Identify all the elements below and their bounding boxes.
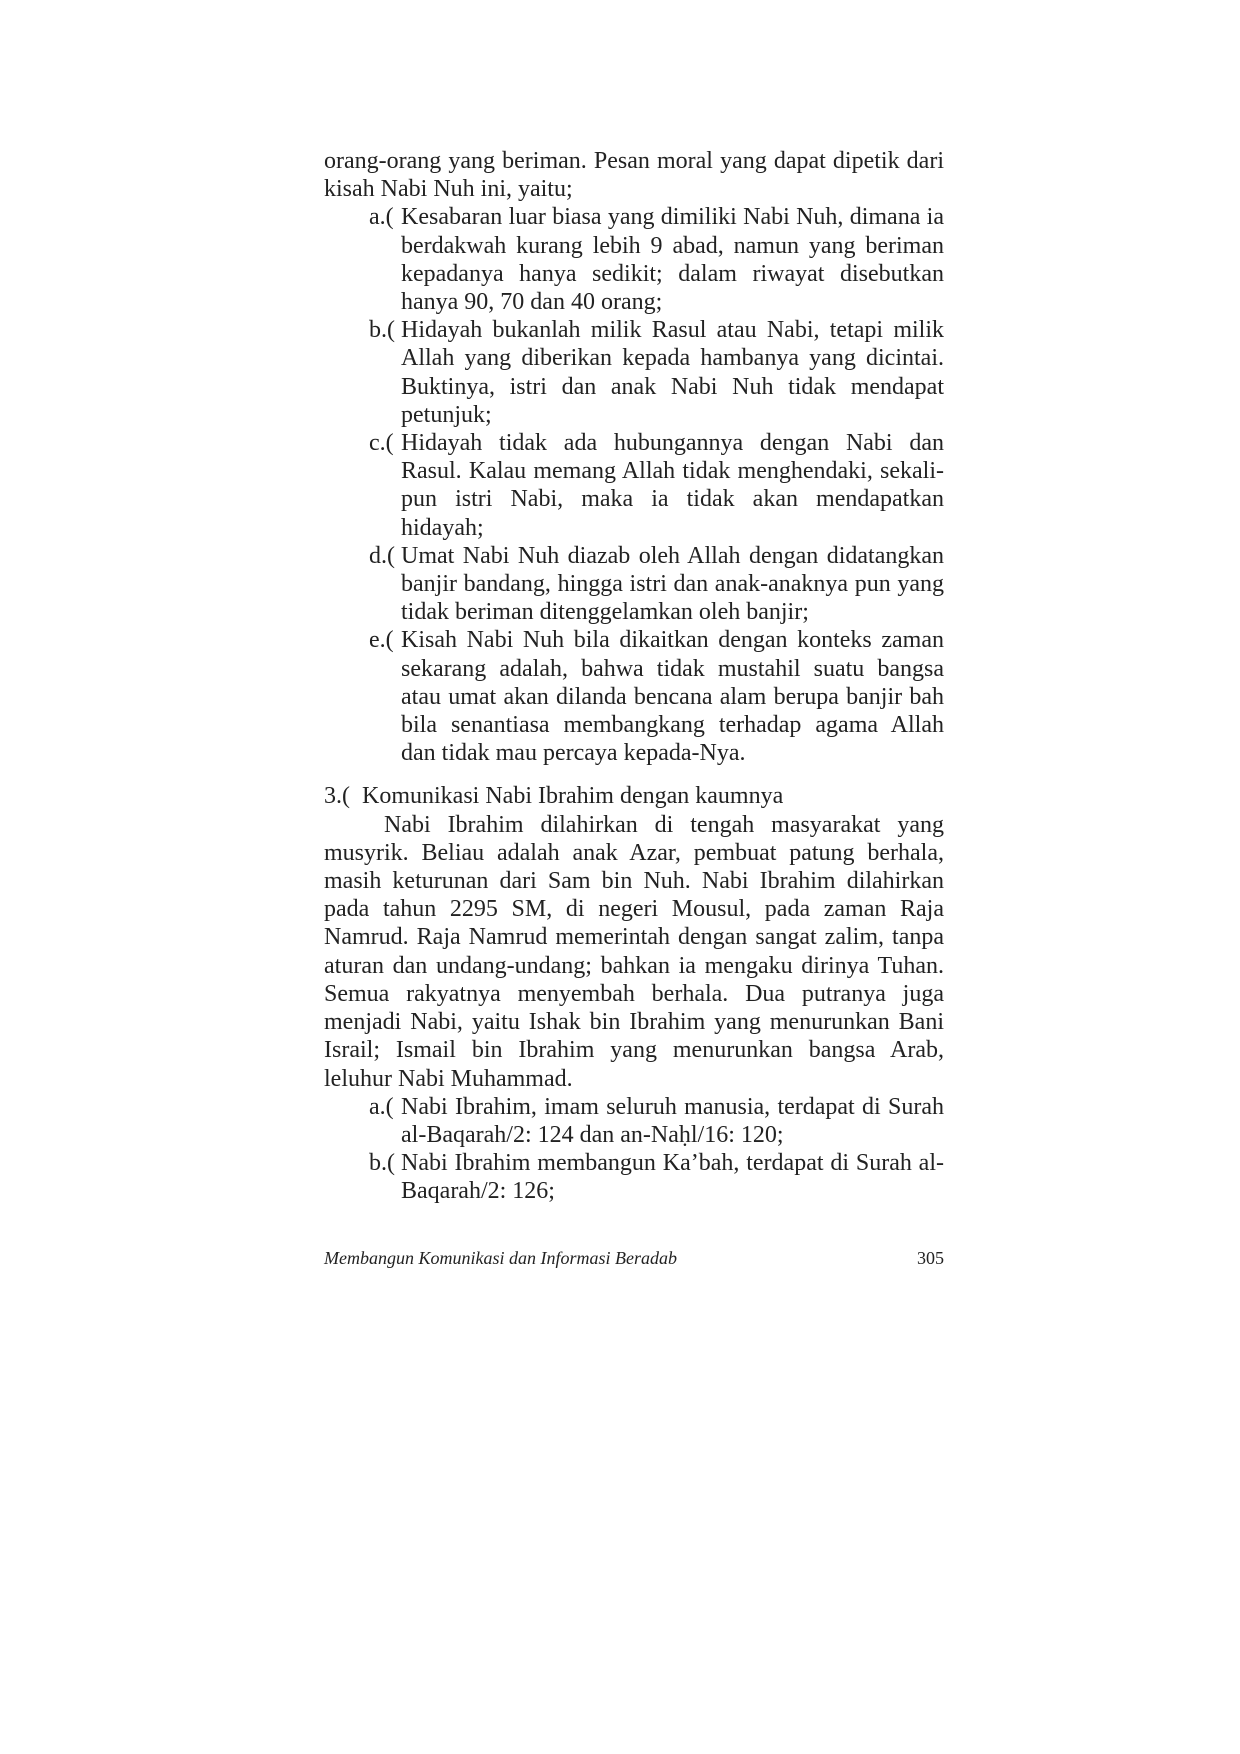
section-number: 3.( xyxy=(324,783,350,810)
list-item-text: Umat Nabi Nuh diazab oleh Allah dengan didatangkan banjir bandang, hingga istri dan anak-anaknya pun yang tidak beriman ditenggelamkan oleh banjir; xyxy=(401,542,944,626)
list-item-text: Hidayah tidak ada hubungannya dengan Nabi dan Rasul. Kalau memang Allah tidak menghendaki, sekali-pun istri Nabi, maka ia tidak akan mendapatkan hidayah; xyxy=(401,430,944,541)
list-item-text: Kisah Nabi Nuh bila dikaitkan dengan konteks zaman sekarang adalah, bahwa tidak mustahil suatu bangsa atau umat akan dilanda bencana alam berupa banjir bah bila senantiasa membangkang terhadap agama Allah dan tidak mau percaya kepada-Nya. xyxy=(401,627,944,767)
moral-lessons-list xyxy=(324,203,944,767)
list-item xyxy=(324,1093,944,1149)
list-marker: c.( xyxy=(369,430,394,457)
list-item-text: Hidayah bukanlah milik Rasul atau Nabi, tetapi milik Allah yang diberikan kepada hambanya yang dicintai. Buktinya, istri dan anak Nabi Nuh tidak mendapat petunjuk; xyxy=(401,317,944,428)
list-item xyxy=(324,316,944,429)
list-marker: e.( xyxy=(369,627,394,654)
list-item-text: Kesabaran luar biasa yang dimiliki Nabi Nuh, dimana ia berdakwah kurang lebih 9 abad, namun yang beriman kepadanya hanya sedikit; dalam riwayat disebutkan hanya 90, 70 dan 40 orang; xyxy=(401,204,944,316)
list-marker: b.( xyxy=(369,1150,395,1177)
list-item-text: Nabi Ibrahim membangun Ka’bah, terdapat di Surah al-Baqarah/2: 126; xyxy=(401,1150,944,1205)
page-footer xyxy=(324,1248,944,1269)
page-number: 305 xyxy=(917,1248,944,1268)
list-item xyxy=(324,626,944,767)
list-item xyxy=(324,542,944,627)
intro-paragraph: orang-orang yang beriman. Pesan moral yang dapat dipetik dari kisah Nabi Nuh ini, yaitu; xyxy=(324,148,944,203)
list-marker: b.( xyxy=(369,317,395,344)
page-body xyxy=(324,147,944,1206)
ibrahim-list xyxy=(324,1093,944,1206)
list-marker: a.( xyxy=(369,204,394,231)
book-title: Membangun Komunikasi dan Informasi Beradab xyxy=(324,1248,677,1268)
section-paragraph: Nabi Ibrahim dilahirkan di tengah masyarakat yang musyrik. Beliau adalah anak Azar, pembuat patung berhala, masih keturunan dari Sam bin Nuh. Nabi Ibrahim dilahirkan pada tahun 2295 SM, di negeri Mousul, pada zaman Raja Namrud. Raja Namrud memerintah dengan sangat zalim, tanpa aturan dan undang-undang; bahkan ia mengaku dirinya Tuhan. Semua rakyatnya menyembah berhala. Dua putranya juga menjadi Nabi, yaitu Ishak bin Ibrahim yang menurunkan Bani Israil; Ismail bin Ibrahim yang menurunkan bangsa Arab, leluhur Nabi Muhammad. xyxy=(324,811,944,1092)
list-marker: a.( xyxy=(369,1093,394,1120)
list-item-text: Nabi Ibrahim, imam seluruh manusia, terdapat di Surah al-Baqarah/2: 124 dan an-Naḥl/16: 120; xyxy=(401,1093,944,1148)
list-item xyxy=(324,1149,944,1205)
list-marker: d.( xyxy=(369,542,395,569)
list-item xyxy=(324,429,944,542)
section-heading xyxy=(324,782,944,810)
list-item xyxy=(324,203,944,316)
section-title: Komunikasi Nabi Ibrahim dengan kaumnya xyxy=(362,783,784,810)
